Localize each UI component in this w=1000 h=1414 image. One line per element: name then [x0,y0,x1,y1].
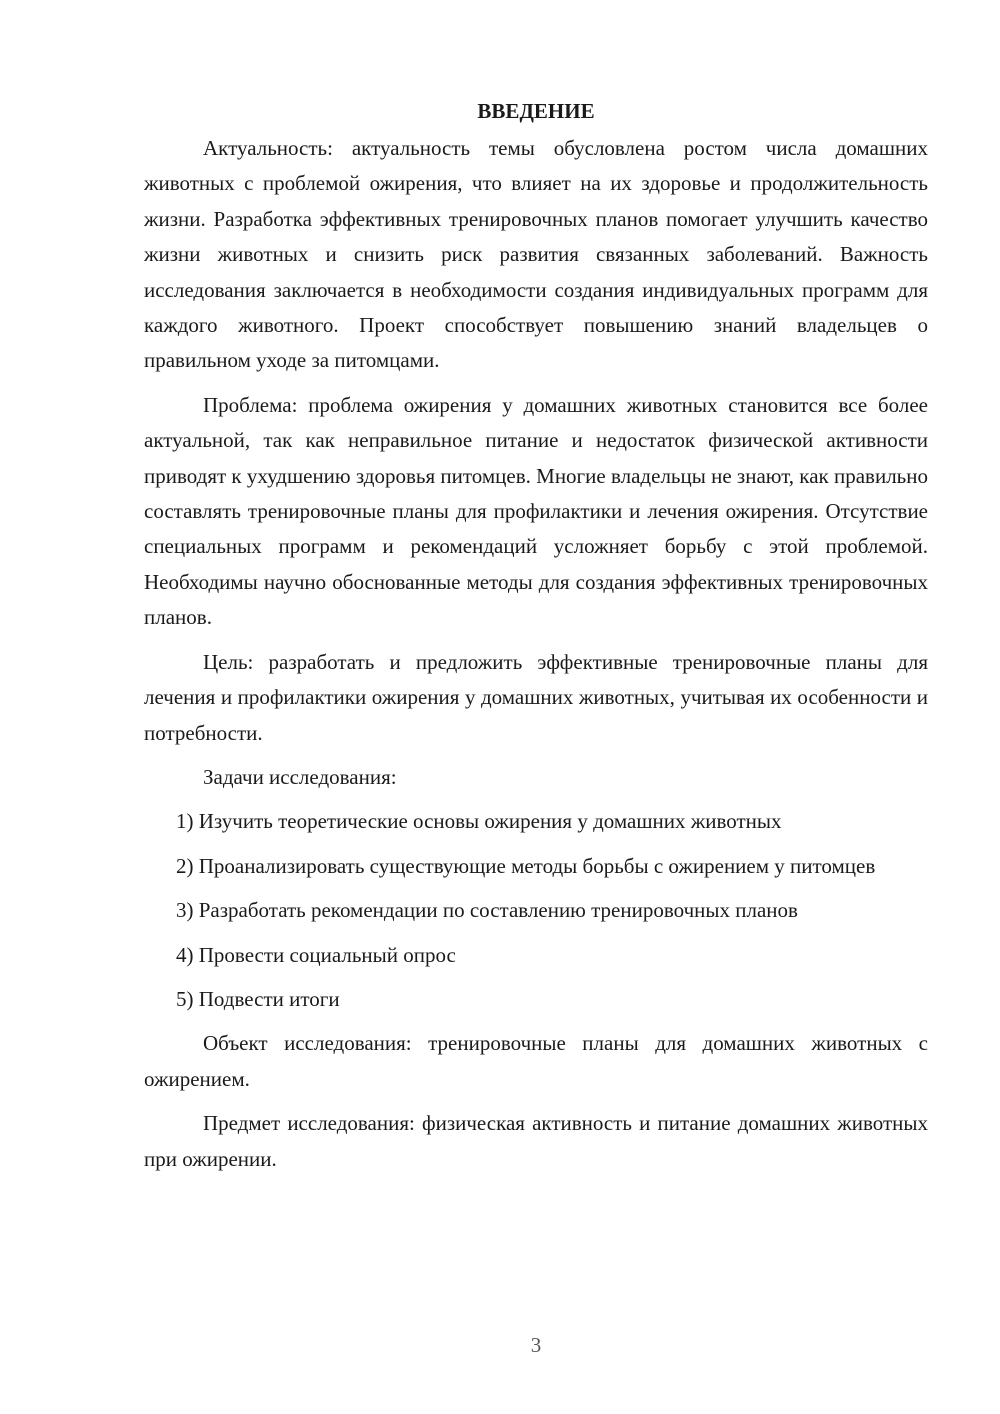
task-item-5: 5) Подвести итоги [176,986,340,1011]
subject-paragraph: Предмет исследования: физическая активность и питание домашних животных при ожирении. [144,1111,928,1171]
task-item-1: 1) Изучить теоретические основы ожирения у домашних животных [176,809,782,834]
object-paragraph: Объект исследования: тренировочные планы для домашних животных с ожирением. [144,1031,928,1091]
page-number: 3 [530,1333,542,1357]
relevance-paragraph: Актуальность: актуальность темы обусловлена ростом числа домашних животных с проблемой ожирения, что влияет на их здоровье и продолжительность жизни. Разработка эффективных тренировочных планов помогает улучшить качество жизни животных и снизить риск развития связанных заболеваний. Важность исследования заключается в необходимости создания индивидуальных программ для каждого животного. Проект способствует повышению знаний владельцев о правильном уходе за питомцами. [144,136,928,373]
tasks-heading: Задачи исследования: [203,764,397,789]
document-page [144,94,928,1186]
section-title: ВВЕДЕНИЕ [477,99,595,123]
task-item-3: 3) Разработать рекомендации по составлению тренировочных планов [176,898,798,923]
goal-paragraph: Цель: разработать и предложить эффективные тренировочные планы для лечения и профилактики ожирения у домашних животных, учитывая их особенности и потребности. [144,649,928,745]
problem-paragraph: Проблема: проблема ожирения у домашних животных становится все более актуальной, так как неправильное питание и недостаток физической активности приводят к ухудшению здоровья питомцев. Многие владельцы не знают, как правильно составлять тренировочные планы для профилактики и лечения ожирения. Отсутствие специальных программ и рекомендаций усложняет борьбу с этой проблемой. Необходимы научно обоснованные методы для создания эффективных тренировочных планов. [144,392,928,630]
task-item-2: 2) Проанализировать существующие методы борьбы с ожирением у питомцев [176,853,876,878]
task-item-4: 4) Провести социальный опрос [176,942,456,967]
